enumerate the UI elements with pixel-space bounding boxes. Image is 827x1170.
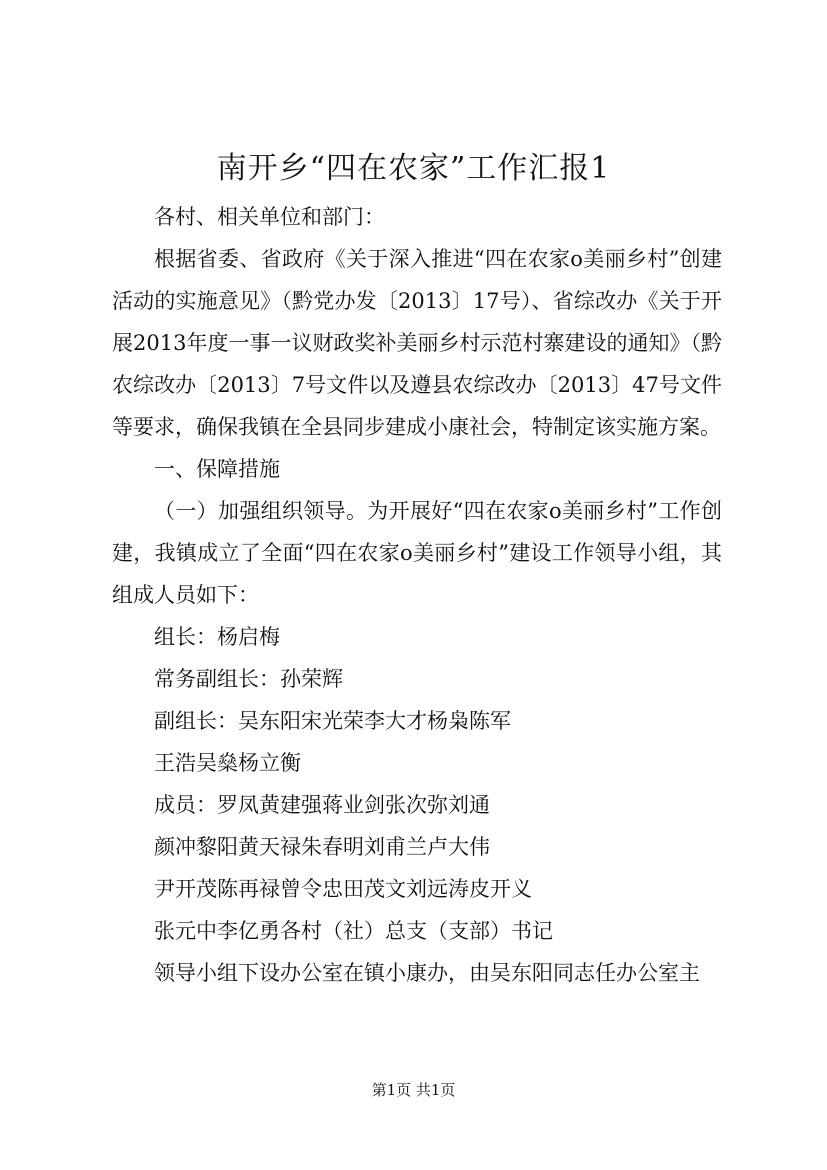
member-line-members-4: 张元中李亿勇各村（社）总支（支部）书记 bbox=[154, 919, 553, 943]
member-line-members: 成员：罗凤黄建强蒋业剑张次弥刘通 bbox=[154, 793, 490, 817]
page-number-footer: 第1页 共1页 bbox=[371, 1081, 456, 1099]
member-line-leader: 组长：杨启梅 bbox=[154, 625, 280, 649]
paragraph-organization: （一）加强组织领导。为开展好“四在农家ο美丽乡村”工作创建，我镇成立了全面“四在农家ο美丽乡村”建设工作领导小组，其组成人员如下： bbox=[112, 499, 722, 607]
member-line-members-2: 颜冲黎阳黄天禄朱春明刘甫兰卢大伟 bbox=[154, 835, 490, 859]
document-body bbox=[112, 196, 722, 994]
paragraph-office: 领导小组下设办公室在镇小康办，由吴东阳同志任办公室主 bbox=[154, 961, 700, 985]
member-line-deputies: 副组长：吴东阳宋光荣李大才杨枭陈军 bbox=[154, 709, 511, 733]
paragraph-salutation: 各村、相关单位和部门： bbox=[154, 205, 385, 229]
member-line-members-3: 尹开茂陈再禄曾令忠田茂文刘远涛皮开义 bbox=[154, 877, 532, 901]
paragraph-basis: 根据省委、省政府《关于深入推进“四在农家ο美丽乡村”创建活动的实施意见》（黔党办发〔2013〕17号）、省综改办《关于开展2013年度一事一议财政奖补美丽乡村示范村寨建设的通知》（黔农综改办〔2013〕7号文件以及遵县农综改办〔2013〕47号文件等要求，确保我镇在全县同步建成小康社会，特制定该实施方案。 bbox=[112, 247, 722, 439]
member-line-executive-deputy: 常务副组长：孙荣辉 bbox=[154, 667, 343, 691]
document-title: 南开乡“四在农家”工作汇报1 bbox=[216, 151, 611, 186]
section-heading-safeguards: 一、保障措施 bbox=[154, 457, 280, 481]
member-line-deputies-continued: 王浩吴燊杨立衡 bbox=[154, 751, 301, 775]
